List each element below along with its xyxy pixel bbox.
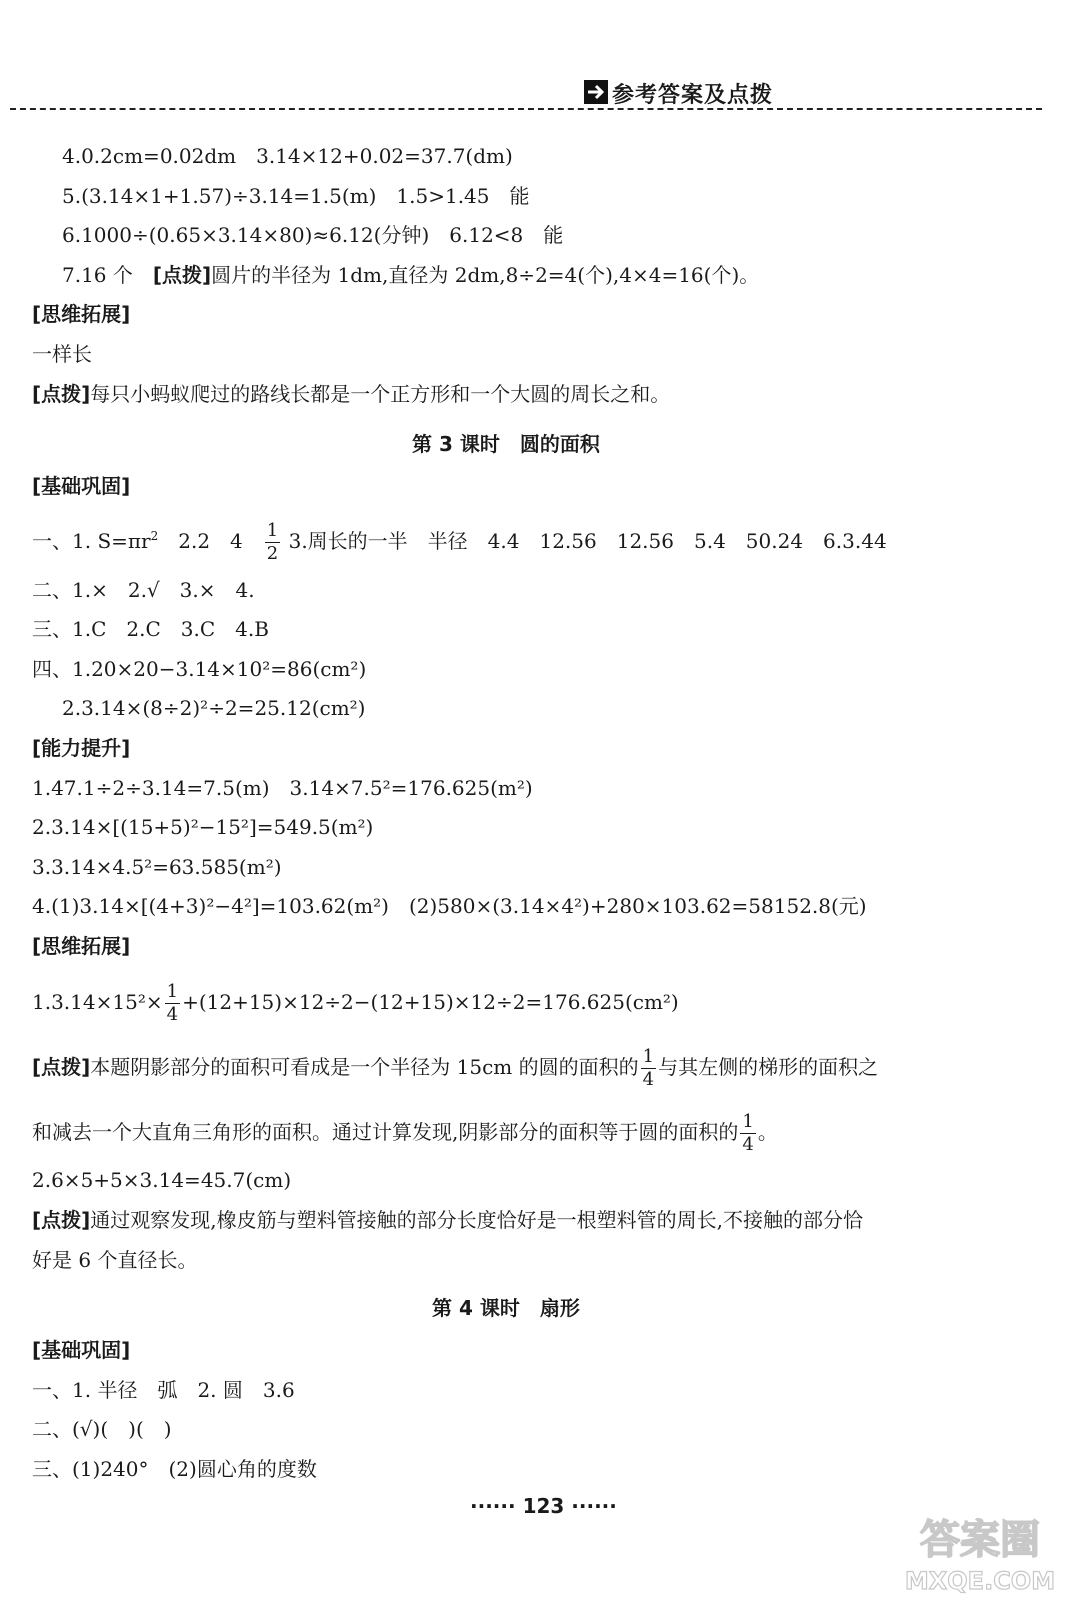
fraction-denominator: 4: [742, 1134, 754, 1155]
answer-line: 二、(√)( )( ): [32, 1417, 172, 1441]
fraction: [165, 983, 180, 1024]
page-number-value: 123: [522, 1494, 565, 1518]
hint-line: 好是 6 个直径长。: [32, 1248, 198, 1272]
hint-tag: [点拨]: [32, 1208, 91, 1232]
answer-line: [62, 262, 759, 288]
section-label: [基础巩固]: [32, 474, 131, 498]
hint-text: 每只小蚂蚁爬过的路线长都是一个正方形和一个大圆的周长之和。: [90, 382, 671, 406]
fraction: [641, 1048, 656, 1089]
answer-line: 6.1000÷(0.65×3.14×80)≈6.12(分钟) 6.12<8 能: [62, 223, 564, 247]
fraction-denominator: 2: [266, 543, 279, 564]
answer-line: 一样长: [32, 342, 92, 366]
fraction: [740, 1113, 755, 1154]
answer-line: [32, 522, 887, 563]
answer-line: 5.(3.14×1+1.57)÷3.14=1.5(m) 1.5>1.45 能: [62, 184, 530, 208]
answer-line: 三、(1)240° (2)圆心角的度数: [32, 1457, 317, 1481]
watermark-logo: [880, 1505, 1080, 1595]
page-number: [470, 1494, 617, 1518]
fraction-numerator: 1: [642, 1046, 655, 1067]
answer-text: 1.3.14×15²×: [32, 990, 163, 1014]
section-label: [能力提升]: [32, 736, 131, 760]
section-label: [思维拓展]: [32, 302, 131, 326]
arrow-right-icon: [584, 80, 608, 104]
fraction-numerator: 1: [166, 981, 179, 1002]
section-label: [思维拓展]: [32, 934, 131, 958]
hint-text: 。: [757, 1120, 778, 1144]
header-divider: [10, 108, 1042, 110]
page-dots: ······: [470, 1494, 516, 1518]
exponent: 2: [150, 529, 159, 543]
answer-line: 一、1. 半径 弧 2. 圆 3.6: [32, 1378, 295, 1402]
answer-line: 二、1.× 2.√ 3.× 4.: [32, 578, 255, 602]
fraction-denominator: 4: [642, 1069, 655, 1090]
svg-text:MXQE.COM: MXQE.COM: [904, 1567, 1056, 1595]
answer-line: 2.3.14×[(15+5)²−15²]=549.5(m²): [32, 815, 374, 839]
hint-tag: [点拨]: [152, 263, 212, 287]
hint-tag: [点拨]: [32, 1055, 91, 1079]
hint-text: 与其左侧的梯形的面积之: [658, 1055, 879, 1079]
answer-text: +(12+15)×12÷2−(12+15)×12÷2=176.625(cm²): [182, 990, 679, 1014]
answer-line: 3.3.14×4.5²=63.585(m²): [32, 855, 282, 879]
hint-line: [32, 1207, 863, 1233]
answer-text: 3.周长的一半 半径 4.4 12.56 12.56 5.4 50.24 6.3.44: [288, 529, 887, 553]
answer-line: [32, 983, 679, 1024]
hint-tag: [点拨]: [32, 382, 91, 406]
answer-line: 1.47.1÷2÷3.14=7.5(m) 3.14×7.5²=176.625(m²): [32, 776, 533, 800]
answer-text: 一、1. S=πr: [32, 529, 151, 553]
answer-text: 7.16 个: [62, 263, 153, 287]
page-header: [0, 78, 1091, 114]
answer-text: 2.2 4: [158, 529, 263, 553]
fraction: [265, 522, 280, 563]
answer-line: 三、1.C 2.C 3.C 4.B: [32, 617, 269, 641]
section-label: [基础巩固]: [32, 1338, 131, 1362]
hint-text: 通过观察发现,橡皮筋与塑料管接触的部分长度恰好是一根塑料管的周长,不接触的部分恰: [90, 1208, 863, 1232]
answer-line: 4.(1)3.14×[(4+3)²−4²]=103.62(m²) (2)580×(3.14×4²)+280×103.62=58152.8(元): [32, 894, 867, 918]
fraction-denominator: 4: [166, 1004, 179, 1025]
hint-text: 本题阴影部分的面积可看成是一个半径为 15cm 的圆的面积的: [90, 1055, 639, 1079]
fraction-numerator: 1: [266, 520, 279, 541]
page-dots: ······: [571, 1494, 617, 1518]
header-title: 参考答案及点拨: [612, 83, 774, 108]
answer-line: 2.6×5+5×3.14=45.7(cm): [32, 1168, 292, 1192]
hint-line: [32, 381, 670, 407]
hint-text: 圆片的半径为 1dm,直径为 2dm,8÷2=4(个),4×4=16(个)。: [211, 263, 760, 287]
answer-line: 4.0.2cm=0.02dm 3.14×12+0.02=37.7(dm): [62, 144, 513, 168]
hint-text: 和减去一个大直角三角形的面积。通过计算发现,阴影部分的面积等于圆的面积的: [32, 1120, 739, 1144]
answer-line: 四、1.20×20−3.14×10²=86(cm²): [32, 657, 367, 681]
answer-line: 2.3.14×(8÷2)²÷2=25.12(cm²): [62, 696, 366, 720]
lesson-title: 第 3 课时 圆的面积: [412, 432, 600, 456]
svg-text:答案圈: 答案圈: [920, 1517, 1040, 1563]
fraction-numerator: 1: [742, 1111, 754, 1132]
lesson-title: 第 4 课时 扇形: [432, 1296, 580, 1320]
hint-line: [32, 1048, 878, 1089]
hint-line: [32, 1113, 778, 1154]
